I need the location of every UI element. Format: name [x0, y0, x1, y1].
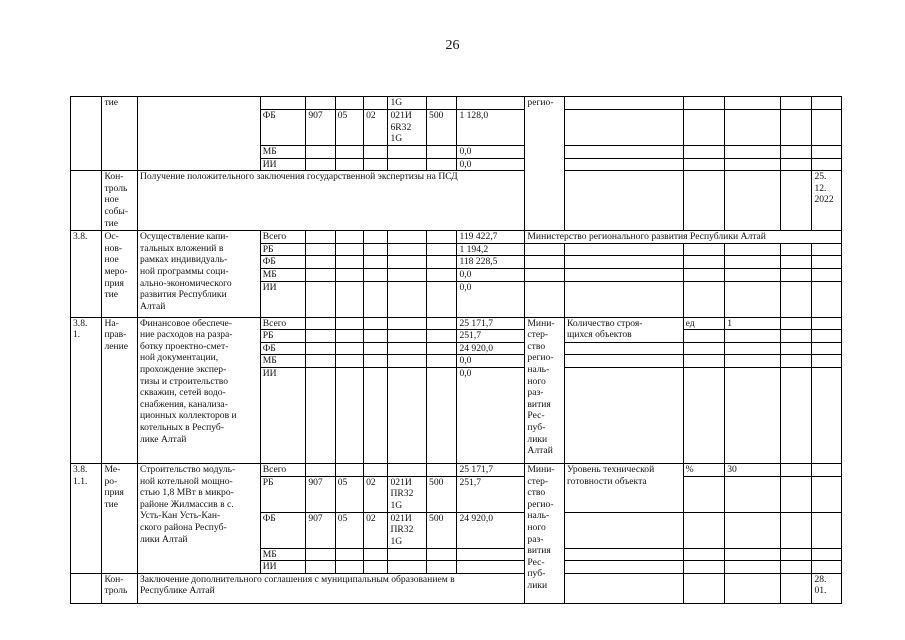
cell-vr [427, 97, 457, 110]
cell-text: Заключение дополнительного соглашения с муниципальным образованием в Республике Алтай [137, 573, 524, 603]
cell-amount: 0,0 [457, 146, 525, 159]
cell-src: ИИ [260, 561, 306, 574]
cell-unit [683, 573, 725, 603]
table-row [71, 317, 842, 330]
cell-deadline [812, 317, 842, 330]
cell-text: Осуществление капи- тальных вложений в рамках индивидуаль- ной программы соци- ально-экономического развития Республики Алтай [137, 231, 260, 317]
cell-extra [781, 171, 812, 231]
cell-unit: ед [683, 317, 725, 330]
cell-src: РБ [260, 243, 306, 256]
cell-amount [457, 548, 525, 561]
cell-pr [364, 97, 388, 110]
cell-src: Всего [260, 317, 306, 330]
cell-deadline [812, 463, 842, 476]
cell-amount: 0,0 [457, 281, 525, 317]
cell-num [71, 573, 102, 603]
cell-src: РБ [260, 476, 306, 512]
cell-type: Кон- троль ное собы- тие [102, 171, 138, 231]
cell-type: Ме- ро- прия тие [102, 463, 138, 573]
cell-src: ФБ [260, 110, 306, 146]
cell-amount: 0,0 [457, 268, 525, 281]
cell-indicator: Количество строя- щихся объектов [564, 317, 683, 342]
cell-value [725, 573, 781, 603]
cell-csr: 021И ПR32 1G [388, 476, 427, 512]
cell-src: Всего [260, 463, 306, 476]
cell-executor: Мини- стер- ство регио- наль- ного раз- вития Рес- пуб- лики Алтай [525, 317, 565, 463]
cell-src: ИИ [260, 158, 306, 171]
cell-unit [683, 97, 725, 110]
cell-indicator [564, 110, 683, 146]
cell-deadline: 25. 12. 2022 [812, 171, 842, 231]
cell-grbs [306, 97, 335, 110]
table-row [71, 573, 842, 603]
cell-pr: 02 [364, 476, 388, 512]
cell-src: МБ [260, 268, 306, 281]
cell-unit [683, 110, 725, 146]
cell-type: Кон- троль [102, 573, 138, 603]
program-table [70, 96, 842, 604]
table-row [71, 463, 842, 476]
cell-src: ФБ [260, 512, 306, 548]
cell-csr: 1G [388, 97, 427, 110]
cell-executor: Министерство регионального развития Республики Алтай [525, 231, 842, 244]
cell-value [725, 171, 781, 231]
cell-num [71, 171, 102, 231]
cell-amount: 251,7 [457, 476, 525, 512]
cell-vr: 500 [427, 476, 457, 512]
cell-value [725, 110, 781, 146]
table-row [71, 231, 842, 244]
cell-text: Финансовое обеспече- ние расходов на разра- ботку проектно-смет- ной документации, прохождение экспер- тизы и строительство скважин, сетей водо- снабжения, канализа- ционных коллекторов и котельных в Респуб- лике Алтай [137, 317, 260, 463]
cell-amount: 25 171,7 [457, 317, 525, 330]
table-row [71, 97, 842, 110]
cell-src: ФБ [260, 342, 306, 355]
cell-text [137, 97, 260, 171]
cell-vr: 500 [427, 512, 457, 548]
cell-amount: 1 194,2 [457, 243, 525, 256]
cell-amount: 0,0 [457, 158, 525, 171]
cell-src [260, 97, 306, 110]
cell-value: 30 [725, 463, 781, 476]
cell-amount: 119 422,7 [457, 231, 525, 244]
cell-unit [683, 171, 725, 231]
cell-rz: 05 [335, 476, 363, 512]
cell-csr: 021И ПR32 1G [388, 512, 427, 548]
cell-amount: 1 128,0 [457, 110, 525, 146]
cell-num: 3.8. 1.1. [71, 463, 102, 573]
cell-src: Всего [260, 231, 306, 244]
cell-executor: регио- [525, 97, 565, 231]
cell-vr: 500 [427, 110, 457, 146]
cell-grbs: 907 [306, 476, 335, 512]
cell-type: Ос- нов- ное меро- прия тие [102, 231, 138, 317]
cell-amount [457, 97, 525, 110]
cell-indicator: Уровень технической готовности объекта [564, 463, 683, 512]
cell-src: МБ [260, 146, 306, 159]
cell-value: 1 [725, 317, 781, 330]
cell-extra [781, 317, 812, 330]
cell-src: МБ [260, 548, 306, 561]
cell-amount: 24 920,0 [457, 342, 525, 355]
page-number: 26 [445, 38, 460, 53]
cell-pr: 02 [364, 110, 388, 146]
cell-extra [781, 463, 812, 476]
cell-src: ФБ [260, 256, 306, 269]
cell-text: Строительство модуль- ной котельной мощно- стью 1,8 МВт в микро- районе Жилмассив в с. Усть-Кан Усть-Кан- ского района Респуб- лики Алтай [137, 463, 260, 573]
cell-num [71, 97, 102, 171]
cell-extra [781, 97, 812, 110]
cell-executor: Мини- стер- ство регио- наль- ного раз- вития Рес- пуб- лики [525, 463, 565, 603]
cell-indicator [564, 573, 683, 603]
cell-deadline: 28. 01. [812, 573, 842, 603]
cell-amount: 251,7 [457, 330, 525, 343]
cell-extra [781, 573, 812, 603]
cell-type: тие [102, 97, 138, 171]
cell-rz [335, 97, 363, 110]
cell-src: РБ [260, 330, 306, 343]
cell-text: Получение положительного заключения государственной экспертизы на ПСД [137, 171, 524, 231]
cell-extra [781, 110, 812, 146]
cell-src: ИИ [260, 367, 306, 463]
table-row [71, 171, 842, 231]
cell-type: На- прав- ление [102, 317, 138, 463]
cell-amount: 25 171,7 [457, 463, 525, 476]
cell-deadline [812, 97, 842, 110]
cell-grbs: 907 [306, 110, 335, 146]
cell-num: 3.8. [71, 231, 102, 317]
cell-src: ИИ [260, 281, 306, 317]
cell-amount: 0,0 [457, 367, 525, 463]
cell-amount [457, 561, 525, 574]
cell-grbs: 907 [306, 512, 335, 548]
cell-indicator [564, 97, 683, 110]
cell-indicator [564, 171, 683, 231]
cell-pr: 02 [364, 512, 388, 548]
cell-num: 3.8. 1. [71, 317, 102, 463]
cell-csr: 021И 6R32 1G [388, 110, 427, 146]
cell-rz: 05 [335, 512, 363, 548]
cell-unit: % [683, 463, 725, 476]
cell-amount: 118 228,5 [457, 256, 525, 269]
cell-src: МБ [260, 355, 306, 368]
cell-deadline [812, 110, 842, 146]
cell-amount: 0,0 [457, 355, 525, 368]
cell-value [725, 97, 781, 110]
cell-rz: 05 [335, 110, 363, 146]
cell-amount: 24 920,0 [457, 512, 525, 548]
